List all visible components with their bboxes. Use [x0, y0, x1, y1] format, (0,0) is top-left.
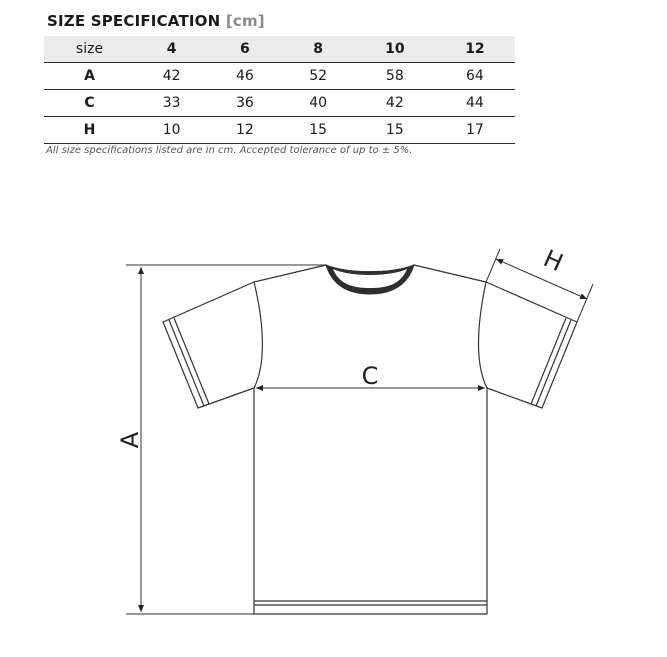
tshirt-body — [254, 265, 487, 614]
table-cell: 40 — [282, 90, 355, 117]
dimension-c-label: C — [361, 362, 379, 390]
title-unit: [cm] — [225, 12, 265, 30]
table-cell: 15 — [355, 117, 435, 144]
right-sleeve-hem — [536, 320, 571, 406]
left-sleeve-hem — [169, 320, 204, 406]
left-sleeve — [163, 282, 254, 408]
table-cell: 33 — [135, 90, 208, 117]
size-col-header: 6 — [208, 36, 281, 63]
tshirt-outline — [163, 265, 577, 614]
dimension-h-label: H — [539, 244, 568, 278]
title-text: SIZE SPECIFICATION — [47, 12, 221, 30]
table-cell: 46 — [208, 63, 281, 90]
size-col-header: 8 — [282, 36, 355, 63]
table-cell: 17 — [435, 117, 515, 144]
row-label: C — [44, 90, 135, 117]
right-sleeve — [486, 282, 577, 408]
table-cell: 64 — [435, 63, 515, 90]
table-cell: 15 — [282, 117, 355, 144]
table-cell: 44 — [435, 90, 515, 117]
size-col-header: 12 — [435, 36, 515, 63]
row-label: H — [44, 117, 135, 144]
dimension-a — [126, 265, 326, 614]
dimension-h — [486, 249, 593, 322]
size-col-header: 10 — [355, 36, 435, 63]
row-label: A — [44, 63, 135, 90]
table-cell: 42 — [135, 63, 208, 90]
size-col-header: 4 — [135, 36, 208, 63]
table-cell: 52 — [282, 63, 355, 90]
table-cell: 58 — [355, 63, 435, 90]
table-cell: 12 — [208, 117, 281, 144]
table-cell: 36 — [208, 90, 281, 117]
size-header-label: size — [44, 36, 135, 63]
table-cell: 10 — [135, 117, 208, 144]
extension-line-h2 — [577, 284, 593, 322]
table-cell: 42 — [355, 90, 435, 117]
dimension-a-label: A — [116, 431, 144, 449]
tolerance-note: All size specifications listed are in cm. Accepted tolerance of up to ± 5%. — [46, 145, 413, 156]
extension-line-h1 — [486, 249, 500, 282]
